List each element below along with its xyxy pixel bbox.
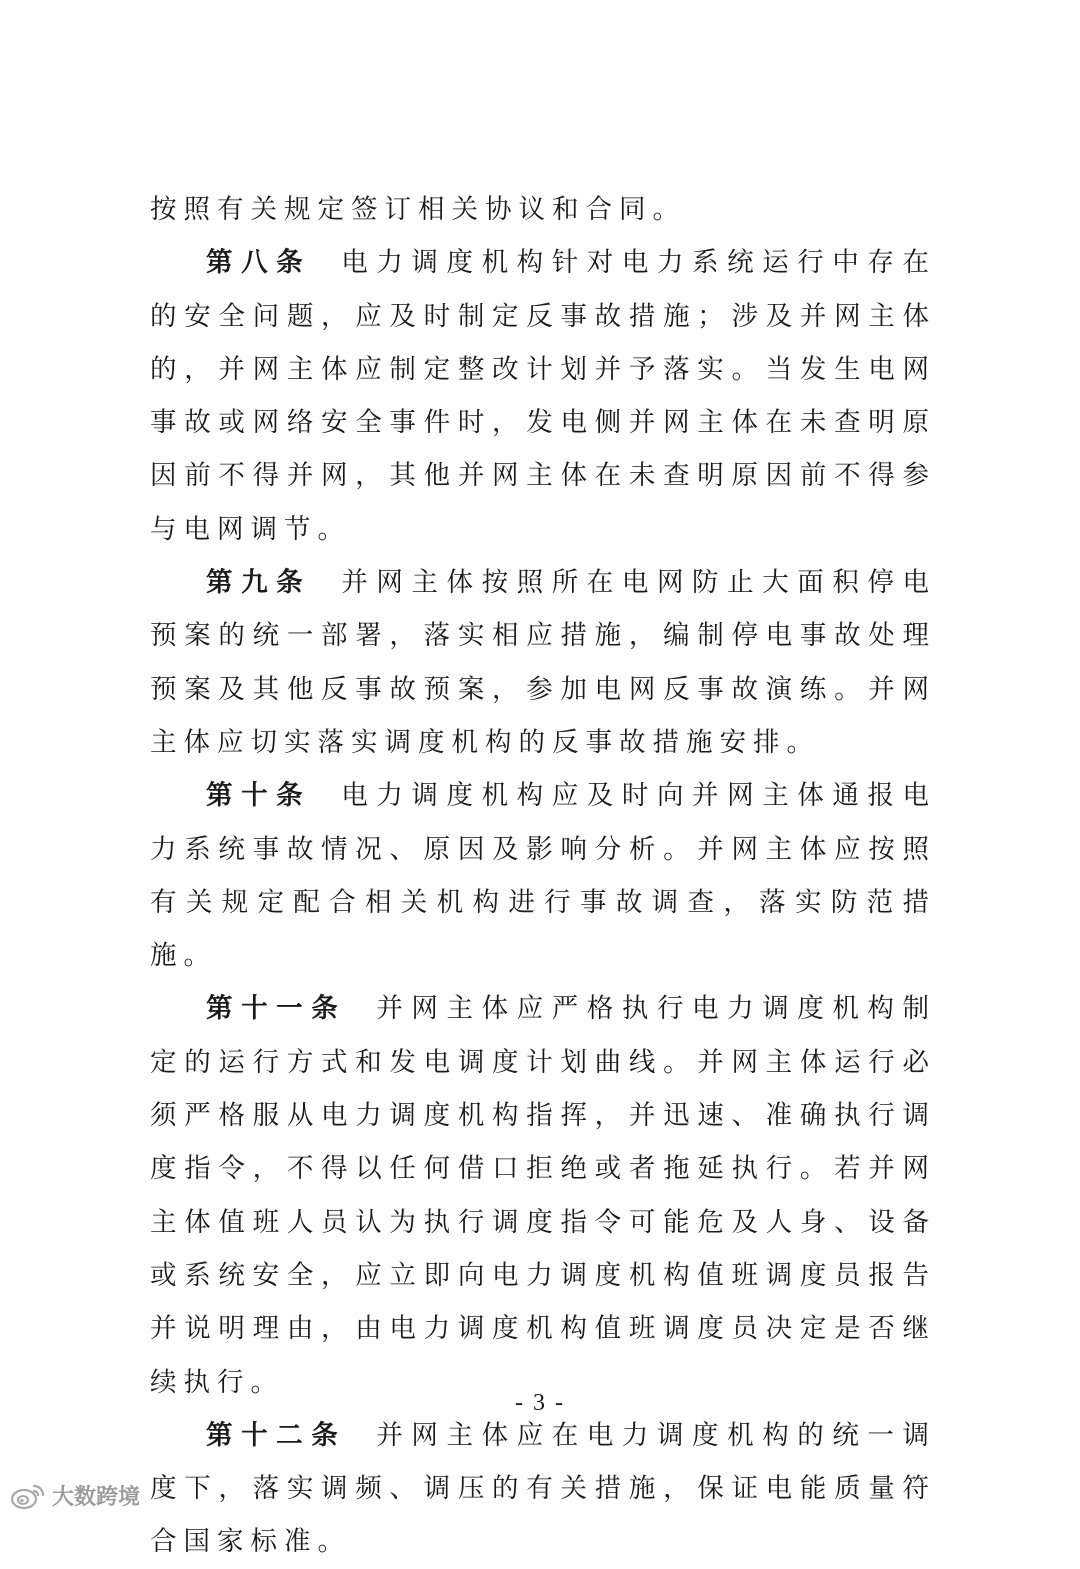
weibo-logo-icon — [10, 1482, 46, 1510]
article-9 — [150, 556, 936, 769]
watermark-text: 大数跨境 — [52, 1485, 141, 1510]
article-12 — [150, 1409, 936, 1569]
article-text: 并网主体应在电力调度机构的统一调度下，落实调频、调压的有关措施，保证电能质量符合国家标准。 — [150, 1419, 937, 1558]
paragraph-continuation — [150, 183, 936, 236]
article-number: 第十二条 — [206, 1419, 347, 1451]
article-8 — [150, 236, 936, 556]
article-number: 第八条 — [206, 247, 312, 279]
article-text: 电力调度机构应及时向并网主体通报电力系统事故情况、原因及影响分析。并网主体应按照有关规定配合相关机构进行事故调查，落实防范措施。 — [150, 780, 937, 972]
article-number: 第九条 — [206, 567, 312, 599]
paragraph-text: 按照有关规定签订相关协议和合同。 — [150, 194, 686, 225]
article-11 — [150, 982, 936, 1408]
article-number: 第十条 — [206, 780, 312, 812]
article-10 — [150, 769, 936, 982]
article-text: 并网主体按照所在电网防止大面积停电预案的统一部署，落实相应措施，编制停电事故处理预案及其他反事故预案，参加电网反事故演练。并网主体应切实落实调度机构的反事故措施安排。 — [150, 567, 937, 758]
article-text: 并网主体应严格执行电力调度机构制定的运行方式和发电调度计划曲线。并网主体运行必须严格服从电力调度机构指挥，并迅速、准确执行调度指令，不得以任何借口拒绝或者拖延执行。若并网主体值班人员认为执行调度指令可能危及人身、设备或系统安全，应立即向电力调度机构值班调度员报告并说明理由，由电力调度机构值班调度员决定是否继续执行。 — [150, 993, 937, 1398]
document-page — [150, 183, 936, 1569]
article-text: 电力调度机构针对电力系统运行中存在的安全问题，应及时制定反事故措施；涉及并网主体的，并网主体应制定整改计划并予落实。当发生电网事故或网络安全事件时，发电侧并网主体在未查明原因前不得并网，其他并网主体在未查明原因前不得参与电网调节。 — [150, 247, 937, 545]
article-number: 第十一条 — [206, 993, 347, 1025]
watermark — [10, 1480, 140, 1511]
page-number: - 3 - — [515, 1390, 565, 1416]
